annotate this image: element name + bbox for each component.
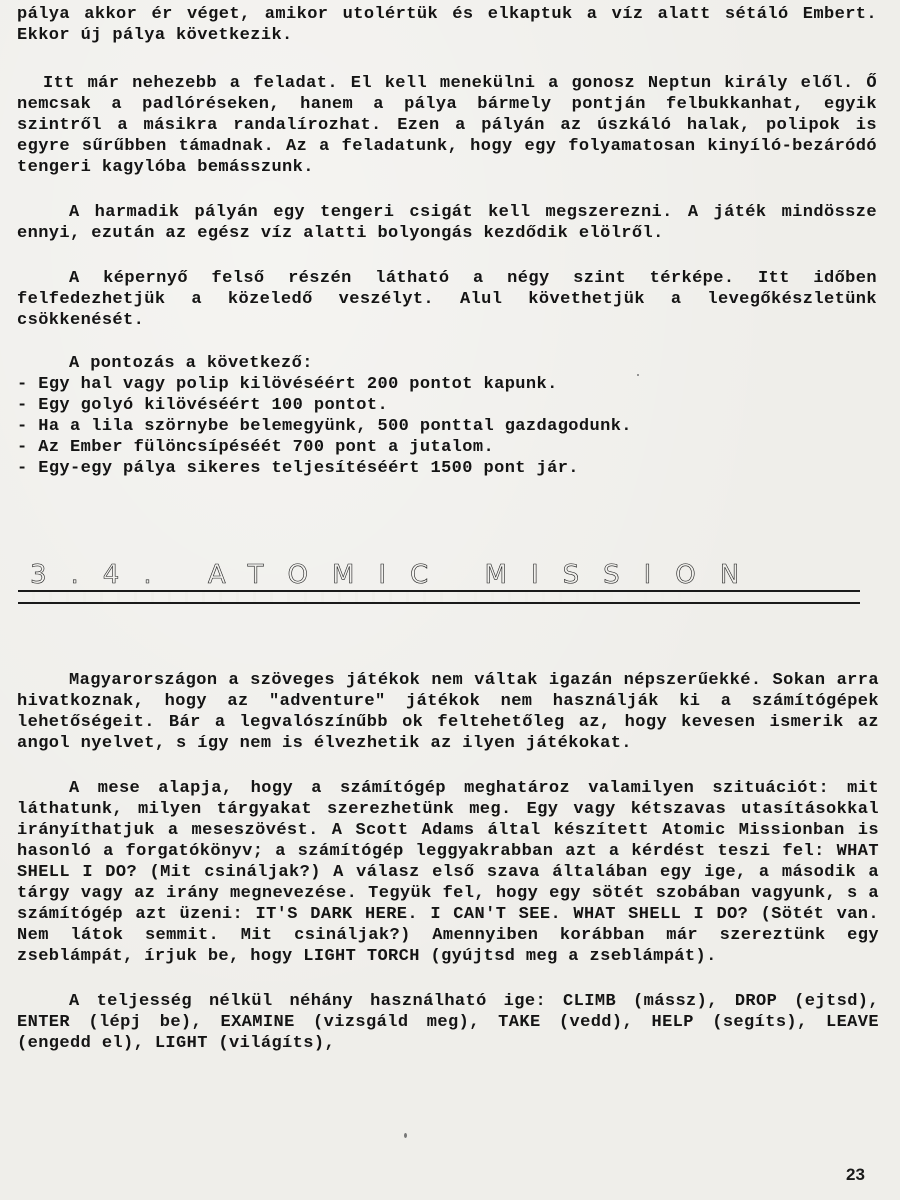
upper-text-block	[17, 4, 877, 479]
scoring-intro: A pontozás a következő:	[69, 354, 313, 373]
scoring-item: - Egy golyó kilövéséért 100 pontot.	[17, 395, 877, 416]
lower-text-block	[17, 670, 879, 1054]
scoring-item: - Az Ember fülöncsípéséét 700 pont a jutalom.	[17, 437, 877, 458]
paragraph-level-end: pálya akkor ér véget, amikor utolértük és elkaptuk a víz alatt sétáló Embert. Ekkor új pálya következik.	[17, 5, 877, 45]
page-number: 23	[846, 1165, 865, 1184]
paragraph-screen-map: A képernyő felső részén látható a négy szint térképe. Itt időben felfedezhetjük a közeledő veszélyt. Alul követhetjük a levegőkészletünk csökkenését.	[17, 269, 877, 330]
paragraph-third-level: A harmadik pályán egy tengeri csigát kell megszerezni. A játék mindössze ennyi, ezután az egész víz alatti bolyongás kezdődik elölről.	[17, 203, 877, 243]
paragraph-neptun: Itt már nehezebb a feladat. El kell menekülni a gonosz Neptun király elől. Ő nemcsak a padlóréseken, hanem a pálya bármely pontján felbukkanhat, egyik szintről a másikra randalírozhat. Ezen a pályán az úszkáló halak, polipok is egyre sűrűbben támadnak. Az a feladatunk, hogy egy folyamatosan kinyíló-bezáródó tengeri kagylóba bemásszunk.	[17, 74, 877, 177]
scoring-item: - Ha a lila szörnybe belemegyünk, 500 ponttal gazdagodunk.	[17, 416, 877, 437]
scoring-item: - Egy-egy pálya sikeres teljesítéséért 1500 pont jár.	[17, 458, 877, 479]
heading-double-rule	[18, 590, 860, 604]
scoring-item: - Egy hal vagy polip kilövéséért 200 pontot kapunk.	[17, 374, 877, 395]
scoring-list	[17, 374, 877, 479]
scan-speck	[637, 374, 639, 376]
paragraph-verbs: A teljesség nélkül néhány használható ige: CLIMB (mássz), DROP (ejtsd), ENTER (lépj be), EXAMINE (vizsgáld meg), TAKE (vedd), HELP (segíts), LEAVE (engedd el), LIGHT (világíts),	[17, 992, 879, 1053]
section-heading: 3.4. ATOMIC MISSION	[30, 560, 764, 590]
paragraph-story-basis: A mese alapja, hogy a számítógép meghatároz valamilyen szituációt: mit láthatunk, milyen tárgyakat szerezhetünk meg. Egy vagy kétszavas utasításokkal irányíthatjuk a meseszövést. A Scott Adams által készített Atomic Missionban is hasonló a forgatókönyv; a számítógép leggyakrabban azt a kérdést teszi fel: WHAT SHELL I DO? (Mit csináljak?) A válasz első szava általában egy ige, a második a tárgy vagy az irány megnevezése. Tegyük fel, hogy egy sötét szobában vagyunk, s a számítógép azt üzeni: IT'S DARK HERE. I CAN'T SEE. WHAT SHELL I DO? (Sötét van. Nem látok semmit. Mit csináljak?) Amennyiben korábban már szereztünk egy zseblámpát, írjuk be, hogy LIGHT TORCH (gyújtsd meg a zseblámpát).	[17, 779, 879, 966]
scan-speck	[404, 1133, 407, 1138]
paragraph-text-games: Magyarországon a szöveges játékok nem váltak igazán népszerűekké. Sokan arra hivatkoznak, hogy az "adventure" játékok nem használják ki a számítógépek lehetőségeit. Bár a legvalószínűbb ok feltehetőleg az, hogy kevesen ismerik az angol nyelvet, s így nem is élvezhetik az ilyen játékokat.	[17, 671, 879, 753]
